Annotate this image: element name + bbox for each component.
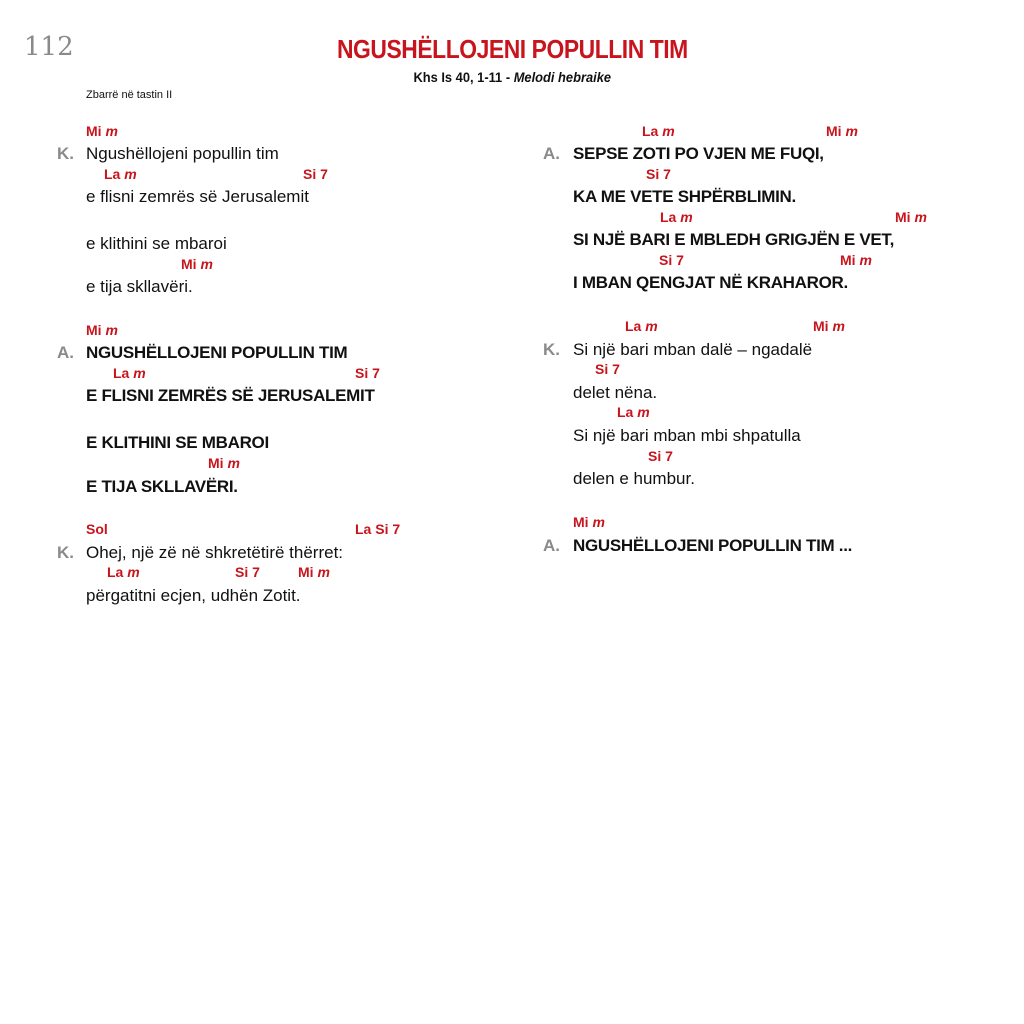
chord: Mi m [840,252,872,268]
lyric-line: SI NJË BARI E MBLEDH GRIGJËN E VET, [573,230,895,249]
chord: Mi m [181,256,213,272]
role-label: A. [57,343,74,362]
chord: La Si 7 [355,521,401,537]
lyric-line: e flisni zemrës së Jerusalemit [86,187,309,206]
chord: Mi m [86,123,118,139]
lyric-line: E KLITHINI SE MBAROI [86,433,269,452]
lyric-line: NGUSHËLLOJENI POPULLIN TIM [86,343,348,362]
chord: Si 7 [659,252,684,268]
chord: Mi m [208,455,240,471]
capo-note: Zbarrë në tastin II [86,89,173,101]
chord: La m [625,318,658,334]
role-label: K. [57,543,74,562]
lyric-line: delet nëna. [573,383,658,402]
chord: Mi m [895,209,927,225]
chord: Si 7 [235,564,260,580]
lyric-line: përgatitni ecjen, udhën Zotit. [86,586,301,605]
role-label: A. [543,536,560,555]
lyric-line: Ohej, një zë në shkretëtirë thërret: [86,543,344,562]
role-label: A. [543,144,560,163]
chord: Mi m [573,514,605,530]
lyric-line: Si një bari mban mbi shpatulla [573,426,801,445]
role-label: K. [57,144,74,163]
role-label: K. [543,340,560,359]
lyric-line: I MBAN QENGJAT NË KRAHAROR. [573,273,848,292]
chord: La m [107,564,140,580]
lyric-line: delen e humbur. [573,469,695,488]
lyric-line: Ngushëllojeni popullin tim [86,144,279,163]
subtitle-separator: - [505,69,511,85]
lyric-line: NGUSHËLLOJENI POPULLIN TIM ... [573,536,853,555]
lyric-line: SEPSE ZOTI PO VJEN ME FUQI, [573,144,824,163]
lyric-line: e tija skllavëri. [86,277,193,296]
lyric-line: E FLISNI ZEMRËS SË JERUSALEMIT [86,386,375,405]
chord: Si 7 [646,166,671,182]
chord: Mi m [298,564,330,580]
lyric-line: KA ME VETE SHPËRBLIMIN. [573,187,796,206]
scripture-reference: Khs Is 40, 1-11 [413,69,503,85]
chord: Mi m [86,322,118,338]
lyric-line: e klithini se mbaroi [86,234,227,253]
lyric-line: Si një bari mban dalë – ngadalë [573,340,813,359]
chord: Sol [86,521,108,537]
melody-source: Melodi hebraike [513,69,612,85]
chord: La m [660,209,693,225]
page-number: 112 [24,32,74,62]
lyric-line: E TIJA SKLLAVËRI. [86,477,238,496]
chord: Si 7 [595,361,620,377]
chord: La m [642,123,675,139]
chord: Mi m [826,123,858,139]
chord: Si 7 [648,448,673,464]
chord: La m [104,166,137,182]
song-title: NGUSHËLLOJENI POPULLIN TIM [336,34,688,64]
chord: Si 7 [355,365,380,381]
chord: La m [617,404,650,420]
chord: La m [113,365,146,381]
song-subtitle [41,69,983,85]
chord: Si 7 [303,166,328,182]
chord: Mi m [813,318,845,334]
